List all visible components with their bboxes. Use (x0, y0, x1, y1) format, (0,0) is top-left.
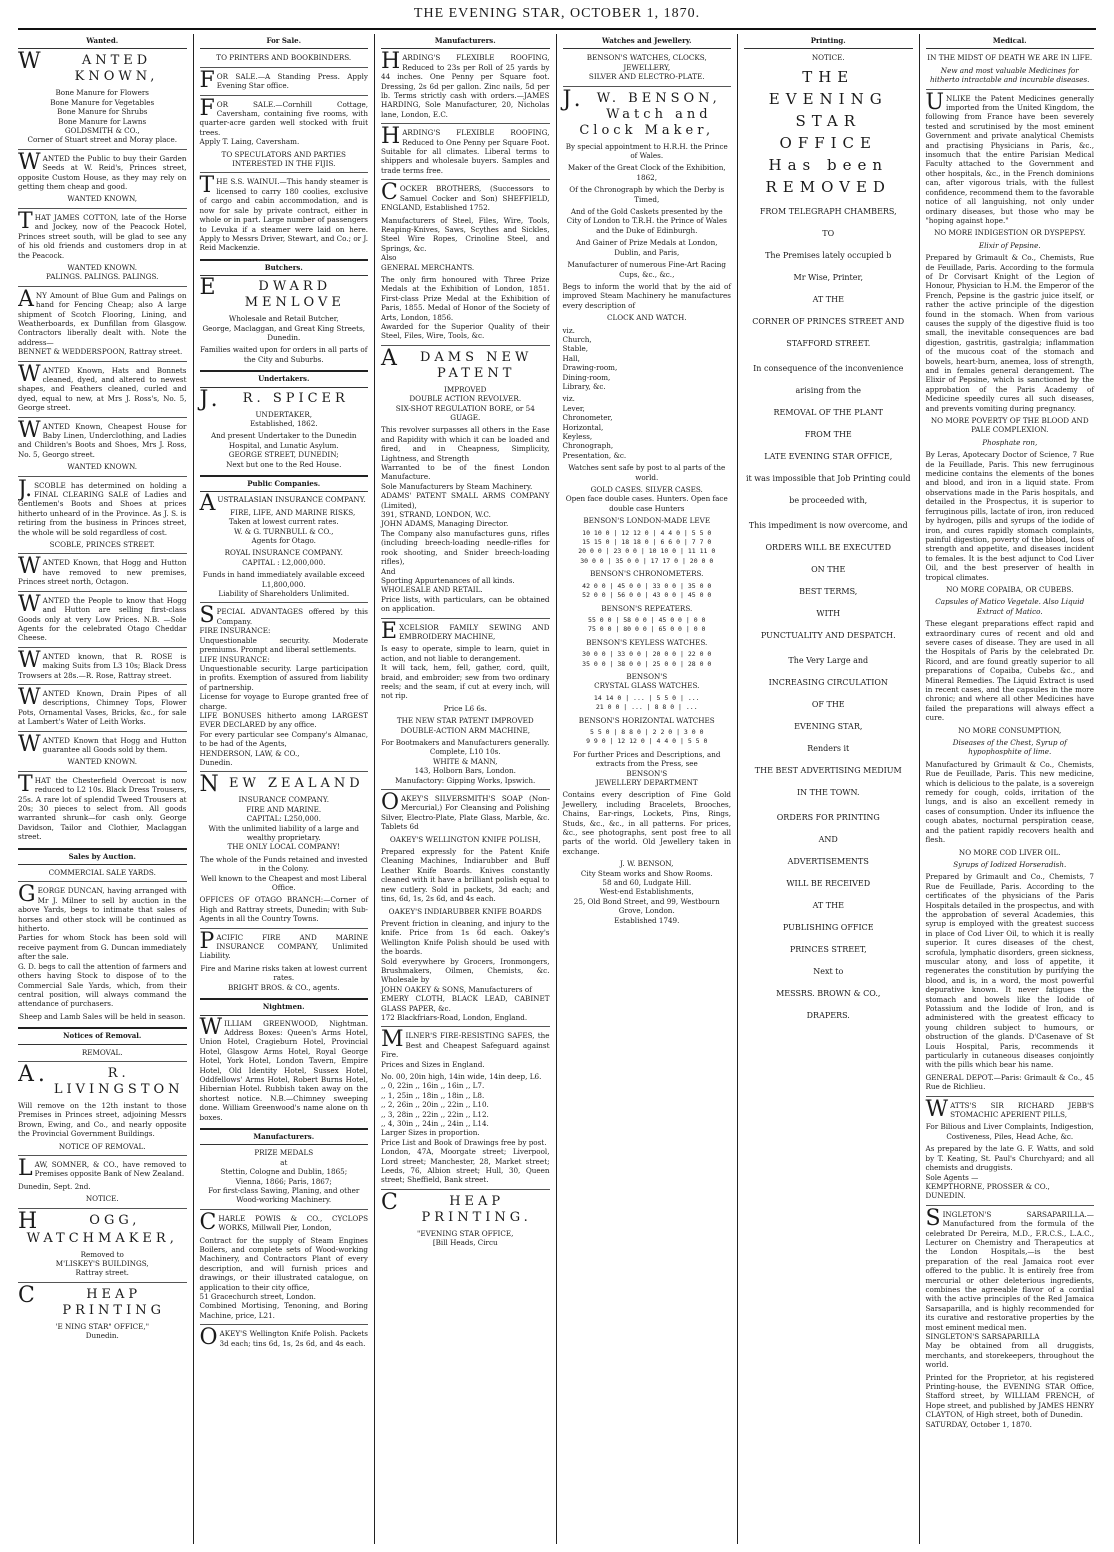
advert-text: LAW, SOMNER, & CO., have removed to Premises opposite Bank of New Zealand. (18, 1155, 187, 1181)
display-heading: J.W. BENSON, Watch and Clock Maker, (562, 86, 721, 138)
advert-text: WANTED Known that Hogg and Hutton guarantee all Goods sold by them. (18, 731, 187, 757)
advert-text: Manufactured by Grimault & Co., Chemists, Rue de Feuillade, Paris. This new medicine, which is delicious to the palate, is a sovereign remedy for cough, colds, irritation of the lungs, and is also an excellent remedy in cases of consumption. Under its influence the cough abates, nocturnal perspiration cease, and the patient rapidly recovers health and flesh. (925, 759, 1094, 845)
divider (18, 553, 187, 554)
advert-text: viz. Church, Stable, Hall, Drawing-room, Dining-room, Library, &c. (562, 325, 618, 391)
divider (200, 1324, 369, 1325)
centered-line: IN THE MIDST OF DEATH WE ARE IN LIFE. (927, 53, 1093, 63)
centered-line: Maker of the Great Clock of the Exhibition, 1862, (567, 163, 726, 182)
price-table: 30 0 0 | 33 0 0 | 20 0 0 | 22 0 0 35 0 0 | 38 0 0 | 25 0 0 | 28 0 0 (582, 650, 712, 668)
centered-line: COMMERCIAL SALE YARDS. (48, 868, 156, 878)
advert-text: WANTED known, that R. ROSE is making Suits from L3 10s; Black Dress Trowsers at 28s.—R. Rose, Rattray street. (18, 647, 187, 680)
divider (381, 123, 550, 124)
centered-line: NO MORE COD LIVER OIL. (958, 847, 1061, 857)
centered-line: WANTED KNOWN. PALINGS. PALINGS. PALINGS. (46, 262, 159, 282)
centered-line: BENSON'S HORIZONTAL WATCHES (578, 715, 715, 725)
divider (200, 67, 369, 68)
advert-text: WANTED the Public to buy their Garden Seeds at W. Reid's, Princes street, opposite Custom House, as they may rely on getting them cheap and good. (18, 149, 187, 192)
centered-line: BENSON'S LONDON-MADE LEVE (583, 516, 711, 526)
divider (18, 647, 187, 648)
notice-text: FROM TELEGRAPH CHAMBERS, TO The Premises lately occupied b Mr Wise, Printer, AT THE CORNER OF PRINCES STREET AND STAFFORD STREET. (752, 206, 905, 348)
advert-text: Prevent friction in cleaning, and injury to the knife. Price from 1s 6d each. Oakey's Wellington Knife Polish should be used with the boards. Sold everywhere by Grocers, Ironmongers, Brushmakers, Oilmen, Chemists, &c. Wholesale by JOHN OAKEY & SONS, Manufacturers of EMERY CLOTH, BLACK LEAD, CABINET GLASS PAPER, &c. 172 Blackfriars-Road, London, England. (381, 918, 550, 1022)
advert-text: This revolver surpasses all others in the Ease and Rapidity with which it can be loaded and fired, and in Cheapness, Simplicity, Lightness, and Strength Warranted to be of the finest London Manufacture. Sole Manufacturers by Steam Machinery. ADAMS' PATENT SMALL ARMS COMPANY (Limited), 391, STRAND, LONDON, W.C. JOHN ADAMS, Managing Director. The Company also manufactures guns, rifles (including breech-loading needle-rifles for rook shooting, and Snider breech-loading rifles), And Sporting Appurtenances of all kinds. WHOLESALE AND RETAIL. Price lists, with particulars, can be obtained on application. (381, 425, 550, 614)
advert-text: ANY Amount of Blue Gum and Palings on hand for Fencing Cheap; also A large shipment of Scotch Flooring, Lining, and Weatherboards, ex Dunfillan from Glasgow. Contractors liberally dealt with. Note the address— BENNET & WEDDERSPOON, Rattray street. (18, 286, 187, 357)
advert-text: Printed for the Proprietor, at his registered Printing-house, the EVENING STAR Office, Stafford street, by WILLIAM FRENCH, of Hope street, and published by JAMES HENRY CLAYTON, of High street, both of Dunedin. SATURDAY, October 1, 1870. (925, 1372, 1094, 1429)
display-heading: NEW ZEALAND (199, 772, 364, 798)
centered-line: BENSON'S WATCHES, CLOCKS, JEWELLERY, SILVER AND ELECTRO-PLATE. (586, 53, 707, 82)
advert-text: WANTED Known, Cheapest House for Baby Linen, Underclothing, and Ladies and Children's Boots and Shoes, Mrs J. Ross, No. 5, Georgo street. (18, 417, 187, 459)
centered-line: Manufacturer of numerous Fine-Art Racing Cups, &c., &c., (567, 260, 727, 279)
display-heading: CHEAP PRINTING. (381, 1189, 532, 1225)
section-heading: Undertakers. (200, 370, 369, 387)
centered-line: By special appointment to H.R.H. the Prince of Wales. (565, 141, 728, 161)
divider (381, 789, 550, 790)
centered-line: OAKEY'S WELLINGTON KNIFE POLISH, (389, 834, 541, 844)
display-heading: CHEAP PRINTING (18, 1282, 165, 1318)
divider (18, 149, 187, 150)
advert-text: As prepared by the late G. F. Watts, and sold by T. Keating, St. Paul's Churchyard; and all chemists and druggists. Sole Agents — KEMPTHORNE, PROSSER & CO., DUNEDIN. (925, 1144, 1094, 1201)
advert-text: The only firm honoured with Three Prize Medals at the Exhibition of London, 1851. First-class Prize Medal at the Exhibition of Paris, 1855. Medal of Honor of the Society of Arts, London, 1856. Awarded for the Superior Quality of their Steel, Files, Wire, Tools, &c. (381, 274, 550, 341)
divider (381, 345, 550, 346)
centered-line: UNDERTAKER, Established, 1862. (249, 409, 318, 428)
centered-line: Of the Chronograph by which the Derby is Timed, (569, 185, 725, 204)
advert-text: OAKEY'S SILVERSMITH'S SOAP (Non-Mercurial,) For Cleansing and Polishing Silver, Electro-Plate, Plate Glass, Marble, &c. Tablets 6d (381, 790, 550, 832)
section-heading: Notices of Removal. (18, 1027, 187, 1044)
divider (18, 361, 187, 362)
advert-text: No. 00, 20in high, 14in wide, 14in deep, L6. ,, 0, 22in ,, 16in ,, 16in ,, L7. ,, 1, 25in ,, 18in ,, 18in ,, L8. ,, 2, 26in ,, 20in ,, 22in ,, L10. ,, 3, 28in ,, 22in ,, 22in ,, L12. ,, 4, 30in ,, 24in ,, 24in ,, L14. Larger Sizes in proportion. Price List and Book of Drawings free by post. London, 47A, Moorgate street; Liverpool, Lord street; Manchester, 28, Market street; Leeds, 76, Albion street; Hull, 30, Queen street; Sheffield, Bank street. (381, 1072, 550, 1185)
section-heading: Manufacturers. (381, 34, 550, 49)
centered-line: PRIZE MEDALS at Stettin, Cologne and Dublin, 1865; Vienna, 1866; Paris, 1867; For first-class Sawing, Planing, and other Wood-working Machinery. (208, 1148, 360, 1205)
advert-text: AUSTRALASIAN INSURANCE COMPANY. (199, 491, 366, 517)
centered-line: NOTICE. (85, 1194, 119, 1204)
centered-line: And present Undertaker to the Dunedin Hospital, and Lunatic Asylum. GEORGE STREET, DUNEDIN; Next but one to the Red House. (210, 431, 357, 469)
notice-text: ORDERS FOR PRINTING AND ADVERTISEMENTS WILL BE RECEIVED AT THE PUBLISHING OFFICE PRINCES STREET, Next to MESSRS. BROWN & CO., DRAPERS. (776, 812, 881, 1020)
divider (200, 172, 369, 173)
divider (563, 86, 732, 87)
advert-text: COCKER BROTHERS, (Successors to Samuel Cocker and Son) SHEFFIELD, ENGLAND, Established 1752. (381, 180, 550, 213)
display-heading: ADAMS NEW PATENT (381, 345, 533, 381)
divider (200, 602, 369, 603)
display-heading: WANTED KNOWN, (18, 49, 159, 85)
advert-text: MILNER'S FIRE-RESISTING SAFES, the Best and Cheapest Safeguard against Fire. Prices and Sizes in England. (381, 1027, 550, 1069)
centered-line: J. W. BENSON, City Steam works and Show Rooms. 58 and 60, Ludgate Hill. West-end Establishments, 25, Old Bond Street, and 99, Westbourn Grove, London. Established 1749. (573, 859, 720, 925)
divider (18, 1282, 187, 1283)
italic-subhead: New and most valuable Medicines for hitherto intractable and incurable diseases. (930, 65, 1090, 85)
section-heading: Watches and Jewellery. (563, 34, 732, 49)
divider (926, 1096, 1095, 1097)
divider (200, 928, 369, 929)
divider (18, 881, 187, 882)
centered-line: WANTED KNOWN. (67, 462, 138, 472)
centered-line: For Bilious and Liver Complaints, Indigestion, Costiveness, Piles, Head Ache, &c. (925, 1122, 1094, 1141)
divider (926, 89, 1095, 90)
centered-line: For further Prices and Descriptions, and extracts from the Press, see BENSON'S JEWELLERY DEPARTMENT (573, 749, 721, 787)
centered-line: Bone Manure for Flowers Bone Manure for Vegetables Bone Manure for Shrubs Bone Manure for Lawns GOLDSMITH & CO., Corner of Stuart street and Moray place. (27, 88, 177, 145)
centered-line: SCOBLE, PRINCES STREET. (49, 540, 155, 550)
notice-heading: THE EVENING STAR OFFICE Has been REMOVED (765, 67, 891, 196)
centered-line: NO MORE COPAIBA, OR CUBEBS. (946, 584, 1074, 594)
display-heading: J.R. SPICER (199, 386, 349, 412)
column-for-sale (193, 34, 375, 1544)
centered-line: Watches sent safe by post to al parts of the world. (568, 463, 726, 482)
centered-line: FIRE, LIFE, AND MARINE RISKS, Taken at lowest current rates. W. & G. TURNBULL & CO., Agents for Otago. (228, 507, 356, 546)
advert-text: THAT the Chesterfield Overcoat is now reduced to L2 10s. Black Dress Trousers, 25s. A rare lot of splendid Tweed Trousers at 20s; 30 pieces to select from. All goods warranted shrunk—for cash only. George Davidson, Tailor and Clothier, Maclaggan street. (18, 771, 187, 842)
advert-text: WATTS'S SIR RICHARD JEBB'S STOMACHIC APERIENT PILLS, (925, 1096, 1094, 1122)
section-heading: For Sale. (200, 34, 369, 49)
divider (926, 1205, 1095, 1206)
column-watches-and-jewellery (556, 34, 738, 1544)
advert-text: By Leras, Apotecary Doctor of Science, 7 Rue de la Feuillade, Paris. This new ferruginous medicine contains the elements of the bones and blood, and iron in a liquid state. From observations made in the Paris hospitals, and detailed in the Prospectus, it is superior to ferruginous pills, lactate of iron, iron reduced by hydrogen, pills and syrups of the iodide of iron, and cures rapidly stomach complaints, painful digestion, poverty of the blood, loss of strength and appetite, and diseases incident to females. It is the best adjunct to Cod Liver Oil, and the best preserver of health in tropical climates. (925, 450, 1094, 582)
centered-line: 'E NING STAR" OFFICE," Dunedin. (55, 1321, 149, 1341)
centered-line: And Gainer of Prize Medals at London, Dublin, and Paris, (575, 238, 718, 257)
advert-text: FOR SALE.—A Standing Press. Apply Evening Star office. (199, 67, 368, 93)
divider (18, 684, 187, 685)
advert-text: PACIFIC FIRE AND MARINE INSURANCE COMPANY, Unlimited Liability. (199, 928, 368, 961)
centered-line: WANTED KNOWN, (67, 194, 138, 204)
advert-text: Dunedin, Sept. 2nd. (18, 1181, 91, 1191)
centered-line: Families waited upon for orders in all parts of the City and Suburbs. (200, 345, 368, 364)
price-table: 10 10 0 | 12 12 0 | 4 4 0 | 5 5 0 15 15 0 | 18 18 0 | 6 6 0 | 7 7 0 20 0 0 | 23 0 0 | 10 10 0 | 11 11 0 30 0 0 | 35 0 0 | 17 17 0 | 20 0 0 (578, 528, 716, 565)
centered-line: BENSON'S CRYSTAL GLASS WATCHES. (594, 671, 700, 691)
centered-line: INSURANCE COMPANY. FIRE AND MARINE. CAPITAL: L250,000. With the unlimited liability of a large and wealthy proprietary. THE ONLY LOCAL COMPANY! (208, 795, 360, 852)
centered-line: The whole of the Funds retained and invested in the Colony. Well known to the Cheapest and most Liberal Office. (200, 854, 368, 893)
centered-line: WANTED KNOWN. (67, 757, 138, 767)
centered-line: GOLD CASES. SILVER CASES. Open face double cases. Hunters. Open face double case Hunters (565, 485, 728, 513)
notice-text: This impediment is now overcome, and ORDERS WILL BE EXECUTED ON THE BEST TERMS, WITH PUNCTUALITY AND DESPATCH. (748, 520, 908, 640)
centered-line: NO MORE INDIGESTION OR DYSPEPSY. (934, 228, 1086, 238)
italic-subhead: Phosphate ron, (982, 437, 1038, 447)
section-heading: Sales by Auction. (18, 848, 187, 865)
advert-text: CHARLE POWIS & CO., CYCLOPS WORKS, Millwall Pier, London, (199, 1209, 368, 1235)
divider (381, 618, 550, 619)
centered-line: And of the Gold Caskets presented by the City of London to T.R.H. the Prince of Wales and the Duke of Edinburgh. (566, 207, 727, 235)
centered-line: BENSON'S REPEATERS. (601, 603, 693, 613)
italic-subhead: Syrups of Iodized Horseradish. (953, 859, 1067, 869)
centered-line: Wholesale and Retail Butcher, George, Maclaggan, and Great King Streets, Dunedin. (202, 314, 366, 342)
centered-line: NOTICE OF REMOVAL. (58, 1141, 146, 1151)
advert-text: WANTED Known, Hats and Bonnets cleaned, dyed, and altered to newest shapes, and Feathers cleaned, curled and dyed, equal to new, at Mrs J. Ross's, No. 5, George street. (18, 361, 187, 413)
divider (200, 1209, 369, 1210)
price-table: 14 14 0 | ... | 5 5 0 | ... 21 0 0 | ... | 8 8 0 | ... (593, 693, 700, 712)
notice-text: The Very Large and INCREASING CIRCULATION OF THE EVENING STAR, Renders it THE BEST ADVERTISING MEDIUM IN THE TOWN. (754, 655, 902, 797)
advert-text: SPECIAL ADVANTAGES offered by this Company. FIRE INSURANCE: Unquestionable security. Moderate premiums. Prompt and liberal settlements. LIFE INSURANCE: Unquestionable security. Large participation in profits. Exemption of assured from liability of partnership. License for voyage to Europe granted free of charge. LIFE BONUSES hitherto among LARGEST EVER DECLARED by any office. For every particular see Company's Almanac, to be had of the Agents, HENDERSON, LAW, & CO., Dunedin. (199, 603, 368, 767)
column-wanted (18, 34, 193, 1544)
advert-text: EXCELSIOR FAMILY SEWING AND EMBROIDERY MACHINE, (381, 618, 550, 644)
divider (18, 417, 187, 418)
centered-line: TO SPECULATORS AND PARTIES INTERESTED IN THE FIJIS. (221, 149, 346, 169)
advert-text: Contains every description of Fine Gold Jewellery, including Bracelets, Brooches, Chains, Ear-rings, Lockets, Pins, Rings, Studs, &c., &c., in all patterns. For prices, &c., see photographs, sent post free to all parts of the world. Old Jewellery taken in exchange. (562, 790, 731, 856)
divider (18, 208, 187, 209)
divider (381, 1026, 550, 1027)
centered-line: NO MORE CONSUMPTION, (958, 725, 1062, 735)
centered-line: CLOCK AND WATCH. (606, 313, 687, 323)
section-heading: Butchers. (200, 259, 369, 276)
display-heading: HOGG, WATCHMAKER, (18, 1208, 178, 1246)
divider (18, 731, 187, 732)
italic-subhead: Elixir of Pepsine. (978, 240, 1041, 250)
centered-line: NOTICE. (811, 53, 845, 63)
section-heading: Nightmen. (200, 998, 369, 1015)
italic-subhead: Capsules of Matico Vegetale. Also Liquid Extract of Matico. (935, 597, 1085, 616)
divider (200, 95, 369, 96)
advert-text: FOR SALE.—Cornhill Cottage, Caversham, containing five rooms, with quarter-acre garden well stocked with fruit trees. Apply T. Laing, Caversham. (199, 95, 368, 147)
advert-text: Will remove on the 12th instant to those Premises in Princes street, adjoining Messrs Brown, Ewing, and Co., and nearly opposite the Provincial Government Buildings. (18, 1100, 187, 1139)
centered-line: NO MORE POVERTY OF THE BLOOD AND PALE COMPLEXION. (930, 416, 1089, 435)
advert-text: WANTED the People to know that Hogg and Hutton are selling first-class Goods only at very Low Prices. N.B. —Sole Agents for the celebrated Otago Cheddar Cheese. (18, 591, 187, 643)
centered-line: Sheep and Lamb Sales will be held in season. (19, 1011, 186, 1021)
centered-line: TO PRINTERS AND BOOKBINDERS. (216, 53, 352, 63)
advert-text: OAKEY'S Wellington Knife Polish. Packets 3d each; tins 6d, 1s, 2s 6d, and 4s each. (199, 1325, 368, 1351)
advert-text: Prepared expressly for the Patent Knife Cleaning Machines, Indiarubber and Buff Leather Knife Boards. Knives constantly cleaned with it have a brilliant polish equal to new cutlery. Sold in packets, 3d each; and tins, 6d, 1s, 2s 6d, and 4s each. (381, 847, 550, 904)
section-heading: Medical. (926, 34, 1095, 49)
advert-text: viz. Lever, Chronometer, Horizontal, Keyless, Chronograph, Presentation, &c. (562, 394, 627, 460)
centered-line: BENSON'S CHRONOMETERS. (590, 569, 704, 579)
advert-text: GEORGE DUNCAN, having arranged with Mr J. Milner to sell by auction in the above Yards, begs to intimate that sales of horses and other stock will be continued as hitherto. Parties for whom Stock has been sold will receive payment from G. Duncan immediately after the sale. G. D. begs to call the attention of farmers and others having Stock to dispose of to the Commercial Sale Yards, which, from their central position, will always command the attendance of purchasers. (18, 882, 187, 1009)
advert-text: These elegant preparations effect rapid and extraordinary cures of recent and old and severe cases of disease. They are used in all the Hospitals of Paris by the celebrated Dr. Ricord, and are found greatly superior to all preparations of Copaiba, Cubebs &c., and Mineral Remedies. The Liquid Extract is used in recent cases, and the capsules in the more chronic; and where all other Medicines have failed the preparations will always effect a cure. (925, 619, 1094, 723)
section-heading: Printing. (744, 34, 913, 49)
advert-text: SINGLETON'S SARSAPARILLA.—Manufactured from the formula of the celebrated Dr Pereira, M.D., F.R.C.S., L.A.C., Lecturer on Chemistry and Therapeutics at the London Hospitals,—is the best preparation of the real Jamaica root ever offered to the public. It is entirely free from mercurial or other deleterious ingredients, combines the agreeable flavor of a cordial with the active principles of the Red Jamaica Sarsaparilla, and is highly recommended for its curative and restorative properties by the most eminent medical men. SINGLETON'S SARSAPARILLA May be obtained from all druggists, merchants, and storekeepers, throughout the world. (925, 1205, 1094, 1370)
divider (18, 476, 187, 477)
centered-line: ROYAL INSURANCE COMPANY. CAPITAL : L2,000,000. (224, 548, 343, 567)
advert-text: OFFICES OF OTAGO BRANCH:—Corner of High and Rattray streets, Dunedin; with Sub-Agents in all the Country Towns. (199, 895, 368, 924)
advert-text: Is easy to operate, simple to learn, quiet in action, and not liable to derangement. It will tack, hem, fell, gather, cord, quilt, braid, and embroider; sew from two ordinary reels; and the seam, if cut at every inch, will not rip. (381, 644, 550, 701)
advert-text: J.SCOBLE has determined on holding a FINAL CLEARING SALE of Ladies and Gentlemen's Boots and Shoes at prices hitherto unheard of in the Province. As J. S. is retiring from the business in Princes street, the whole will be sold regardless of cost. (18, 476, 187, 537)
masthead: THE EVENING STAR, OCTOBER 1, 1870. (413, 6, 701, 21)
advert-text: Prepared by Grimault & Co., Chemists, Rue de Feuillade, Paris. According to the formula of Dr Corvisart Knight of the Legion of Honour, Physician to H.M. the Emperor of the French, Pepsine is the gastric juice itself, or rather the active principle of the digestion found in the stomach. When from various causes the supply of the digestive fluid is too small, the inevitable consequences are bad digestion, gastritis, gastralgia; inflammation of the mucous coat of the stomach and bowels, heart-burn, anemea, loss of strength, and in females general derangement. The Elixir of Pepsine, which is sanctioned by the approbation of the Paris Academy of Medicine speedily cures all such diseases, and prevents vomiting during pregnancy. (925, 253, 1094, 413)
advert-text: WANTED Known, that Hogg and Hutton have removed to new premises, Princes street north, Octagon. (18, 554, 187, 587)
italic-subhead: Diseases of the Chest, Syrup of hypophosphite of lime. (952, 738, 1067, 757)
masthead-rule (18, 28, 1096, 30)
column-manufacturers (374, 34, 556, 1544)
centered-line: Price L6 6s. (443, 703, 487, 713)
advert-text: WILLIAM GREENWOOD, Nightman. Address Boxes: Queen's Arms Hotel, Union Hotel, Cragieburn Hotel, Provincial Hotel, Glasgow Arms Hotel, Royal George Hotel, York Hotel, London Tavern, Empire Hotel, Old Identity Hotel, Sussex Hotel, Oddfellows' Arms Hotel, Robert Burns Hotel, Hibernian Hotel. Rubbish taken away on the shortest notice. N.B.—Chimney sweeping done. William Greenwood's name alone on th boxes. (199, 1014, 368, 1122)
advert-text: GENERAL DEPOT.—Paris: Grimault & Co., 45 Rue de Richlieu. (925, 1072, 1094, 1092)
advert-text: Prepared by Grimault and Co., Chemists, 7 Rue de Feuillade, Paris. According to the certificates of the physicians of the Paris Hospitals detailed in the prospectus, and with the approbation of several Academies, this syrup is employed with the greatest success in place of Cod Liver Oil, to which it is really superior. It cures diseases of the chest, scrofula, lymphatic disorders, green sickness, muscular atony, and loss of appetite, it regenerates the constitution by purifying the blood, and is, in a word, the most powerful depurative known. It never fatigues the stomach and bowels like the Iodide of Potassium and the Iodide of Iron, and is administered with the greatest efficacy to young children subject to humours, or obstruction of the glands. D'Casenave of St Louis Hospital, Paris, recommends it particularly in cutaneous diseases conjointly with the pills which bear his name. (925, 872, 1094, 1070)
centered-line: Funds in hand immediately available exceed L1,800,000. Liability of Shareholders Unlimited. (202, 570, 365, 599)
divider (18, 286, 187, 287)
advert-text: WANTED Known, Drain Pipes of all descriptions, Chimney Tops, Flower Pots, Ornamental Vases, Bricks, &c., for sale at Lambert's Water of Leith Works. (18, 684, 187, 727)
centered-line: Removed to M'LISKEY'S BUILDINGS, Rattray street. (55, 1249, 149, 1278)
centered-line: "EVENING STAR OFFICE, [Bill Heads, Circu (417, 1228, 514, 1248)
section-heading: Public Companies. (200, 475, 369, 492)
advert-text: Contract for the supply of Steam Engines Boilers, and complete sets of Wood-working Machinery, and Contractors Plant of every description, and will furnish prices and drawings, or their illustrated catalogue, on application to their city office, 51 Gracechurch street, London. Combined Mortising, Tenoning, and Boring Machine, price, L21. (199, 1235, 368, 1320)
advert-text: THE S.S. WAINUI.—This handy steamer is licensed to carry 180 coolies, exclusive of cargo and cabin accommodation, and is now for sale by private contract, either in whole or in part. Large number of passengers to Levuka if a steamer were laid on here. Apply to Messrs Driver, Stewart, and Co.; or J. Reid Mackenzie. (199, 173, 369, 253)
divider (18, 591, 187, 592)
divider (18, 771, 187, 772)
display-heading: EDWARD MENLOVE (199, 275, 345, 311)
divider (200, 771, 369, 772)
divider (18, 1208, 187, 1209)
section-heading: Wanted. (18, 34, 187, 49)
price-table: 5 5 0 | 8 8 0 | 2 2 0 | 3 0 0 9 9 0 | 12 12 0 | 4 4 0 | 5 5 0 (586, 727, 708, 746)
column-printing (737, 34, 919, 1544)
section-heading: Manufacturers. (200, 1128, 369, 1145)
advert-text: HARDING'S FLEXIBLE ROOFING, Reduced to 23s per Roll of 25 yards by 44 inches. One Penny per Square foot. Dressing, 2s 6d per gallon. Zinc nails, 5d per lb. Terms strictly cash with orders.—JAMES HARDING, Sole Manufacturer, 20, Nicholas lane, London, E.C. (381, 49, 550, 119)
display-heading: A.R. LIVINGSTON (18, 1061, 184, 1097)
advert-text: UNLIKE the Patent Medicines generally imported from the United Kingdom, the following from France have been severely tested and scrutinised by the most eminent Government and private analytical Chemists and practising Physicians in Paris, &c., insomuch that the entire Parisian Medical Faculty attached to the Government and other hospitals, &c., in the French dominions can, after vigorous trials, with the fullest confidence, recommend them to the favorable notice of all languishing, not only under ordinary diseases, but those who may be "hoping against hope." (925, 89, 1094, 225)
newspaper-columns (18, 34, 1100, 1544)
advert-text: THAT JAMES COTTON, late of the Horse and Jockey, now of the Peacock Hotel, Princes street south, will be glad to see any of his old friends and customers drop in at the Peacock. (18, 208, 187, 260)
centered-line: IMPROVED DOUBLE ACTION REVOLVER. SIX-SHOT REGULATION BORE, or 54 GUAGE. (395, 384, 535, 422)
centered-line: Fire and Marine risks taken at lowest current rates. BRIGHT BROS. & CO., agents. (200, 963, 368, 992)
price-table: 42 0 0 | 45 0 0 | 33 0 0 | 35 0 0 52 0 0 | 56 0 0 | 43 0 0 | 45 0 0 (582, 581, 712, 600)
centered-line: THE NEW STAR PATENT IMPROVED DOUBLE-ACTION ARM MACHINE, (396, 716, 534, 735)
column-medical (919, 34, 1101, 1544)
centered-line: REMOVAL. (81, 1047, 123, 1057)
notice-text: In consequence of the inconvenience arising from the REMOVAL OF THE PLANT FROM THE LATE EVENING STAR OFFICE, it was impossible that Job Printing could be proceeded with, (745, 363, 911, 505)
advert-text: HARDING'S FLEXIBLE ROOFING, Reduced to One Penny per Square Foot. Suitable for all climates. Liberal terms to shippers and wholesale buyers. Samples and trade terms free. (381, 124, 550, 175)
divider (381, 179, 550, 180)
centered-line: For Bootmakers and Manufacturers generally. Complete, L10 10s. WHITE & MANN, 143, Holborn Bars, London. Manufactory: Gipping Works, Ipswich. (381, 738, 550, 785)
divider (18, 1155, 187, 1156)
centered-line: OAKEY'S INDIARUBBER KNIFE BOARDS (388, 906, 542, 916)
price-table: 55 0 0 | 58 0 0 | 45 0 0 | 0 0 75 0 0 | 80 0 0 | 65 0 0 | 0 0 (588, 615, 706, 634)
advert-text: Manufacturers of Steel, Files, Wire, Tools, Reaping-Knives, Saws, Scythes and Sickles, Steel Wire Ropes, Crinoline Steel, and Springs, &c. Also GENERAL MERCHANTS. (381, 215, 550, 272)
divider (381, 1189, 550, 1190)
advert-text: Begs to inform the world that by the aid of improved Steam Machinery he manufactures every description of (562, 281, 731, 310)
centered-line: BENSON'S KEYLESS WATCHES. (586, 637, 708, 647)
